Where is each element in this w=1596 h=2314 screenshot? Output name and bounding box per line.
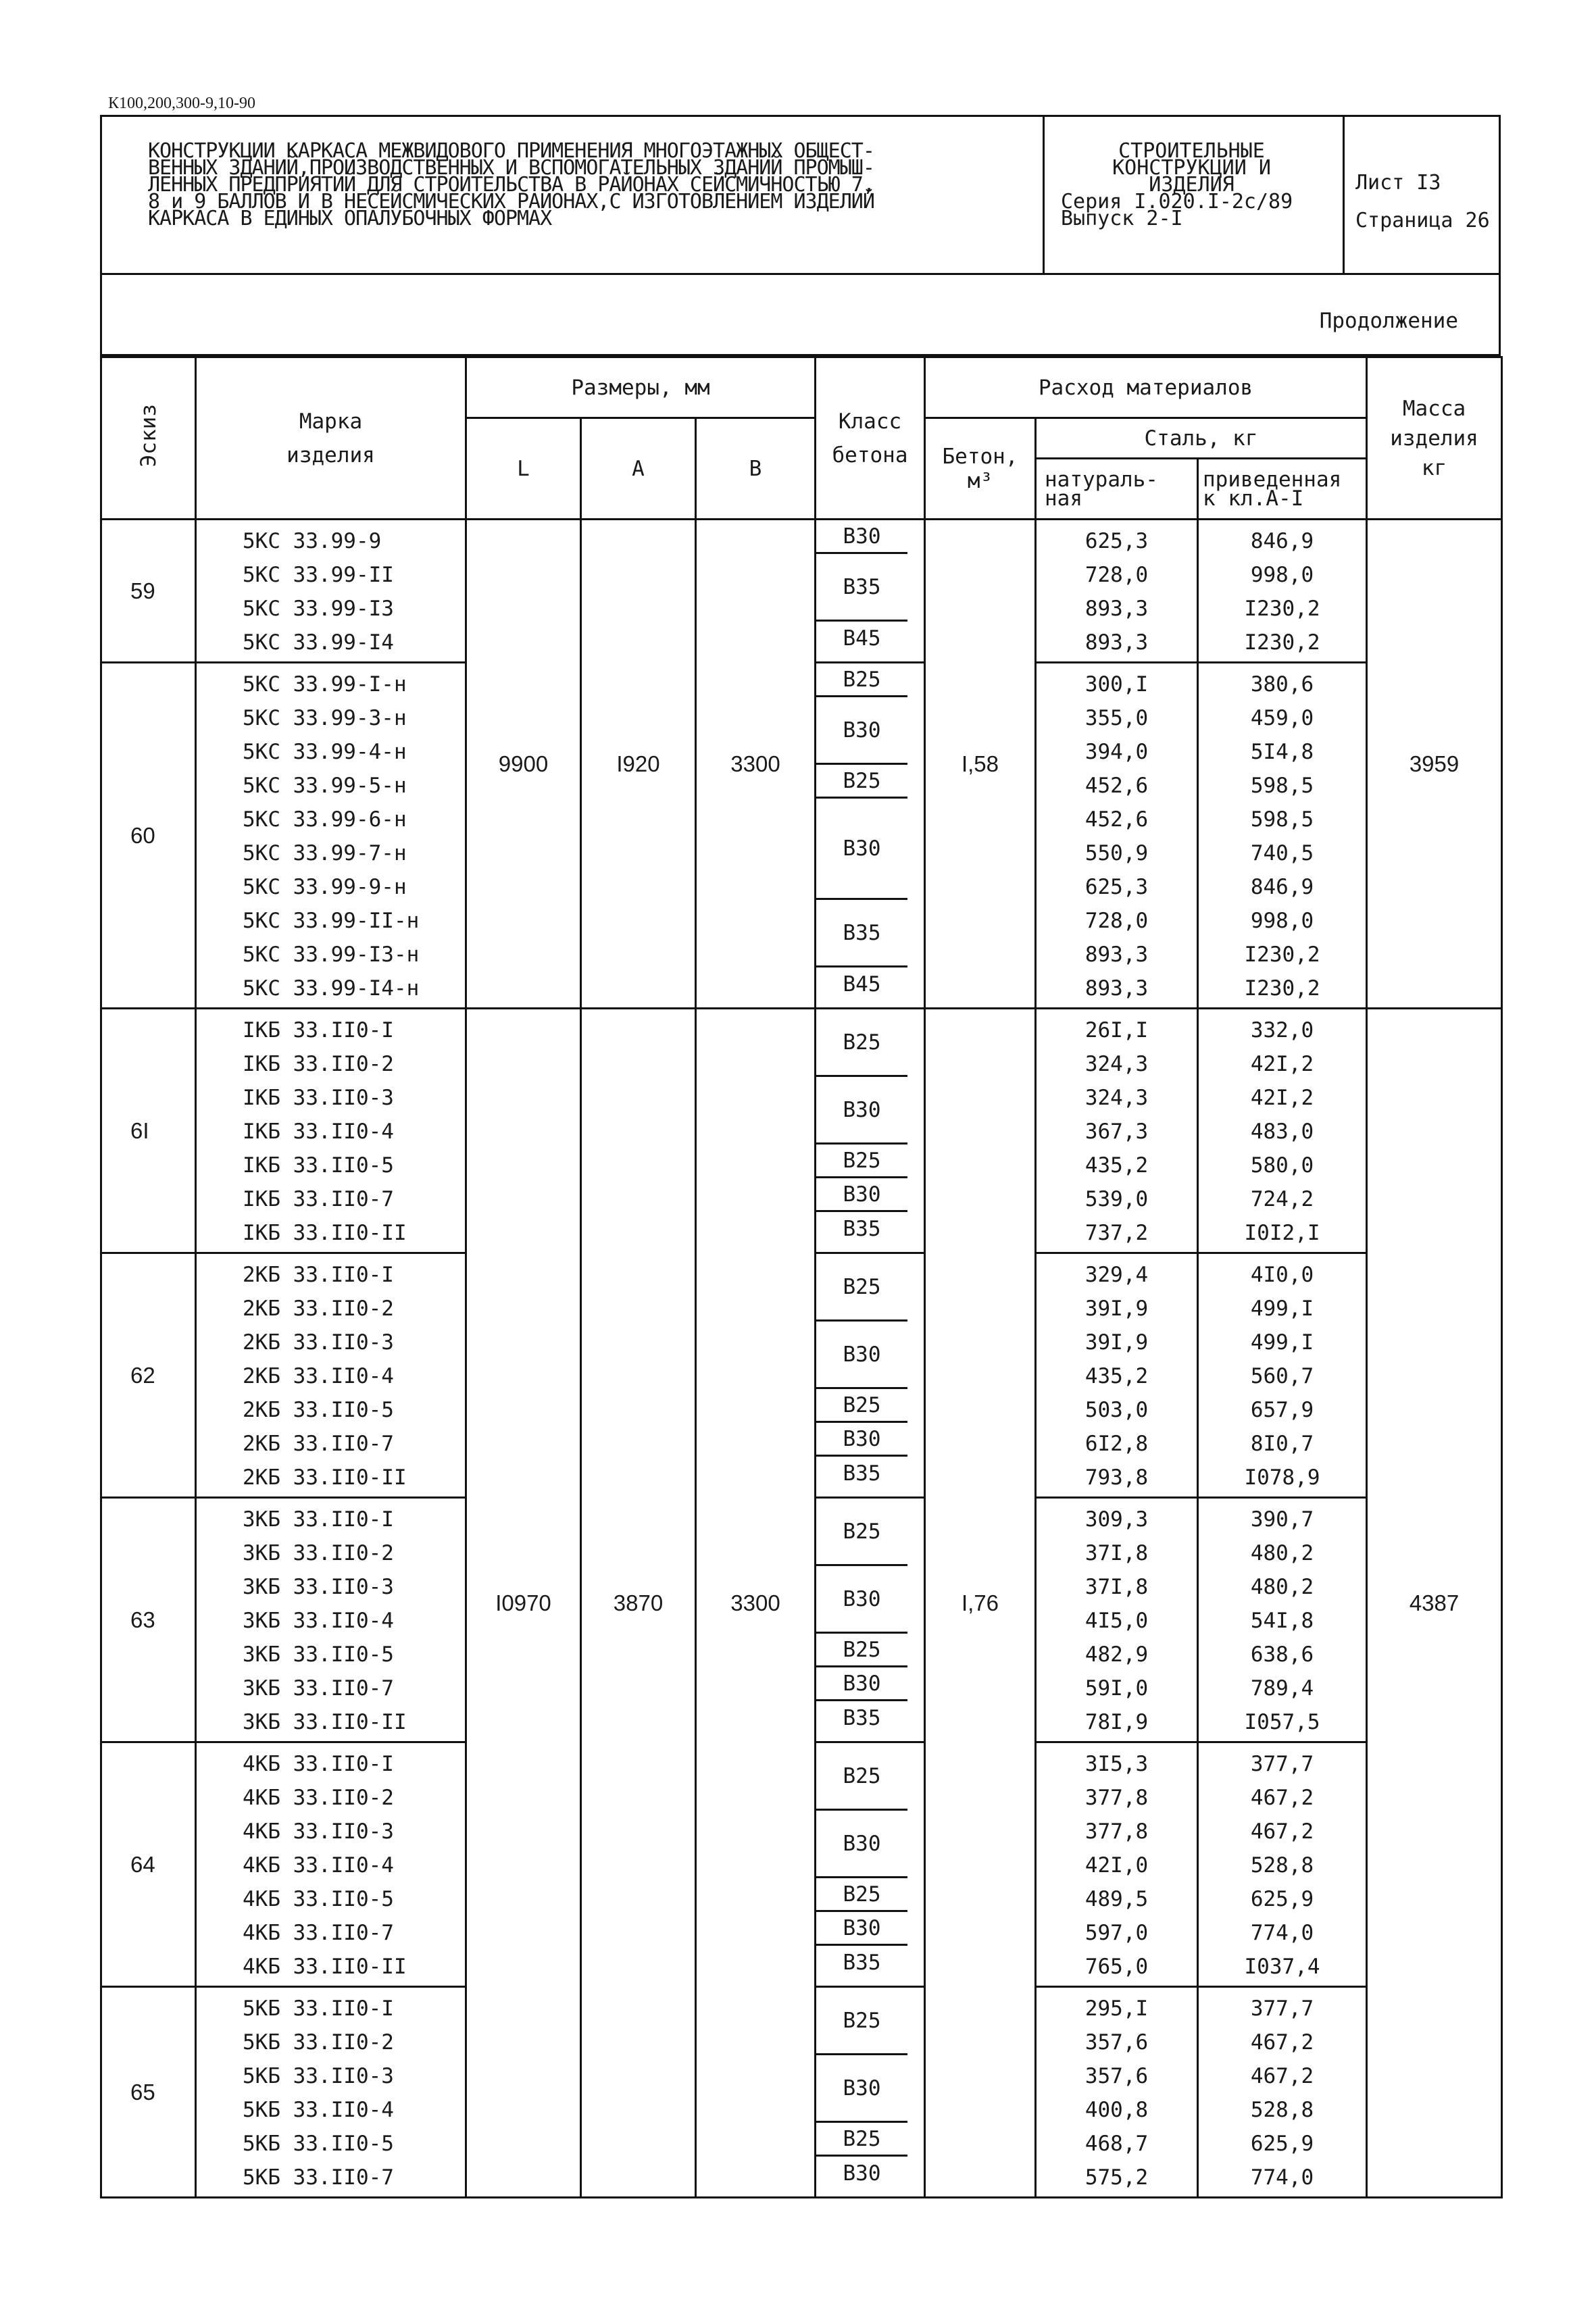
concrete-class-item: В25 [816, 2123, 907, 2157]
document-title: КОНСТРУКЦИИ КАРКАСА МЕЖВИДОВОГО ПРИМЕНЕНИЯ МНОГОЭТАЖНЫХ ОБЩЕСТ- ВЕННЫХ ЗДАНИЙ,ПРОИЗВОДСТВЕННЫХ И ВСПОМОГАТЕЛЬНЫХ ЗДАНИЙ ПРОМЫШ- ЛЕННЫХ ПРЕДПРИЯТИЙ ДЛЯ СТРОИТЕЛЬСТВА В РАЙОНАХ СЕЙСМИЧНОСТЬЮ 7, 8 и 9 БАЛЛОВ И В НЕСЕЙСМИЧЕСКИХ РАЙОНАХ,С ИЗГОТОВЛЕНИЕМ ИЗДЕЛИЙ КАРКАСА В ЕДИНЫХ ОПАЛУБОЧНЫХ ФОРМАХ [102, 117, 1045, 273]
reduced-steel-value: 377,7 [1250, 1996, 1314, 2021]
reduced-steel-value: 528,8 [1250, 2098, 1314, 2122]
reduced-steel-value: I078,9 [1244, 1465, 1320, 1490]
mark-cell [196, 1742, 466, 1987]
natural-steel-value: 377,8 [1084, 1819, 1149, 1844]
col-header-sketch: Эскиз [101, 357, 196, 520]
concrete-class-item: В35 [816, 900, 907, 967]
mark-item: 5КС 33.99-6-н [243, 807, 407, 832]
natural-steel-cell [1036, 1253, 1198, 1498]
reduced-steel-value: 560,7 [1250, 1364, 1314, 1388]
concrete-class-item: В35 [843, 1706, 881, 1730]
concrete-class-item: В25 [816, 1145, 907, 1178]
reduced-steel-value: 480,2 [1250, 1541, 1314, 1565]
size-A-cell: 3870 [581, 1009, 696, 2198]
table-body [101, 520, 1502, 2198]
products-table [100, 356, 1503, 2198]
mark-item: 5КБ 33.II0-7 [243, 2165, 394, 2190]
mark-item: 5КС 33.99-I3 [243, 597, 394, 621]
natural-steel-cell [1036, 520, 1198, 663]
reduced-steel-value: I057,5 [1244, 1710, 1320, 1734]
size-B-cell: 3300 [696, 520, 816, 1009]
concrete-volume-cell: I,58 [925, 520, 1036, 1009]
natural-steel-value: 893,3 [1084, 976, 1149, 1001]
col-header-reduced: приведенная к кл.А-I [1198, 459, 1367, 520]
reduced-steel-value: 459,0 [1250, 706, 1314, 730]
mark-cell [196, 1253, 466, 1498]
concrete-class-item: В30 [816, 1912, 907, 1946]
sheet-block [1345, 117, 1499, 273]
mark-item: 3КБ 33.II0-5 [243, 1642, 394, 1667]
sketch-cell: 65 [101, 1987, 196, 2198]
concrete-class-item: В25 [816, 1254, 907, 1322]
concrete-class-item: В45 [843, 972, 881, 997]
mass-cell: 3959 [1367, 520, 1502, 1009]
reduced-steel-value: 740,5 [1250, 841, 1314, 865]
col-header-B: B [696, 418, 816, 520]
mark-item: 3КБ 33.II0-3 [243, 1575, 394, 1599]
sketch-cell: 59 [101, 520, 196, 663]
mark-item: 4КБ 33.II0-3 [243, 1819, 394, 1844]
mark-item: 2КБ 33.II0-I [243, 1263, 394, 1287]
concrete-class-cell [816, 520, 925, 663]
col-header-concrete-class: Класс бетона [816, 357, 925, 520]
concrete-class-item: В25 [816, 1988, 907, 2055]
mark-item: 5КС 33.99-II [243, 563, 394, 587]
natural-steel-value: 357,6 [1084, 2064, 1149, 2088]
mark-item: 4КБ 33.II0-5 [243, 1887, 394, 1911]
mark-item: IКБ 33.II0-II [243, 1221, 407, 1245]
reduced-steel-value: 483,0 [1250, 1120, 1314, 1144]
natural-steel-value: 39I,9 [1084, 1297, 1149, 1321]
natural-steel-cell [1036, 1498, 1198, 1742]
mark-item: 5КС 33.99-I3-н [243, 942, 420, 967]
concrete-class-item: В30 [816, 1423, 907, 1457]
reduced-steel-value: 467,2 [1250, 2030, 1314, 2055]
concrete-class-item: В45 [843, 626, 881, 651]
mark-item: 5КС 33.99-II-н [243, 909, 420, 933]
mark-item: 5КБ 33.II0-4 [243, 2098, 394, 2122]
concrete-class-item: В30 [816, 1667, 907, 1701]
reduced-steel-value: 390,7 [1250, 1507, 1314, 1532]
natural-steel-value: 489,5 [1084, 1887, 1149, 1911]
reduced-steel-value: 8I0,7 [1250, 1432, 1314, 1456]
col-header-sizes: Размеры, мм [466, 357, 816, 418]
sketch-cell: 63 [101, 1498, 196, 1742]
reduced-steel-value: 42I,2 [1250, 1052, 1314, 1076]
mark-item: 2КБ 33.II0-4 [243, 1364, 394, 1388]
concrete-class-cell [816, 1742, 925, 1987]
mark-cell [196, 1987, 466, 2198]
reduced-steel-value: 774,0 [1250, 1921, 1314, 1945]
col-header-A: A [581, 418, 696, 520]
reduced-steel-value: 625,9 [1250, 2132, 1314, 2156]
reduced-steel-value: 846,9 [1250, 875, 1314, 899]
sketch-cell: 64 [101, 1742, 196, 1987]
natural-steel-value: 550,9 [1084, 841, 1149, 865]
mark-item: 5КБ 33.II0-3 [243, 2064, 394, 2088]
mark-item: 2КБ 33.II0-2 [243, 1297, 394, 1321]
natural-steel-value: 324,3 [1084, 1086, 1149, 1110]
reduced-steel-cell [1198, 663, 1367, 1009]
series-number: Серия I.020.I-2с/89 [1061, 190, 1293, 213]
reduced-steel-value: 528,8 [1250, 1853, 1314, 1878]
reduced-steel-value: 480,2 [1250, 1575, 1314, 1599]
natural-steel-value: 468,7 [1084, 2132, 1149, 2156]
natural-steel-value: 482,9 [1084, 1642, 1149, 1667]
natural-steel-value: 435,2 [1084, 1153, 1149, 1178]
mark-item: 3КБ 33.II0-I [243, 1507, 394, 1532]
natural-steel-value: 329,4 [1084, 1263, 1149, 1287]
concrete-class-item: В25 [816, 1389, 907, 1423]
title-block [100, 115, 1501, 275]
size-L-cell: 9900 [466, 520, 581, 1009]
natural-steel-value: 893,3 [1084, 630, 1149, 655]
reduced-steel-value: 998,0 [1250, 909, 1314, 933]
natural-steel-value: 452,6 [1084, 807, 1149, 832]
mark-item: 5КС 33.99-9-н [243, 875, 407, 899]
mark-item: 4КБ 33.II0-I [243, 1752, 394, 1776]
natural-steel-value: 39I,9 [1084, 1330, 1149, 1355]
table-row [101, 1009, 1502, 1253]
sketch-cell: 62 [101, 1253, 196, 1498]
concrete-class-item: В35 [843, 1217, 881, 1241]
reduced-steel-value: I230,2 [1244, 976, 1320, 1001]
mark-cell [196, 1498, 466, 1742]
col-header-steel: Сталь, кг [1036, 418, 1367, 459]
col-header-mark: Марка изделия [196, 357, 466, 520]
concrete-class-cell [816, 663, 925, 1009]
mark-item: IКБ 33.II0-2 [243, 1052, 394, 1076]
concrete-class-cell [816, 1498, 925, 1742]
reduced-steel-value: 789,4 [1250, 1676, 1314, 1701]
concrete-class-item: В30 [843, 2161, 881, 2186]
reduced-steel-value: 657,9 [1250, 1398, 1314, 1422]
concrete-class-item: В25 [816, 765, 907, 799]
natural-steel-value: 893,3 [1084, 942, 1149, 967]
reduced-steel-cell [1198, 1253, 1367, 1498]
natural-steel-cell [1036, 663, 1198, 1009]
concrete-class-item: В25 [816, 1743, 907, 1811]
mark-item: 5КБ 33.II0-I [243, 1996, 394, 2021]
natural-steel-value: 435,2 [1084, 1364, 1149, 1388]
reduced-steel-value: 998,0 [1250, 563, 1314, 587]
natural-steel-value: 728,0 [1084, 563, 1149, 587]
concrete-class-item: В30 [816, 1566, 907, 1634]
concrete-class-item: В30 [816, 520, 907, 554]
mark-item: 5КС 33.99-4-н [243, 740, 407, 764]
reduced-steel-value: 380,6 [1250, 672, 1314, 697]
mark-item: 2КБ 33.II0-II [243, 1465, 407, 1490]
sheet-number: Лист I3 [1355, 171, 1441, 195]
natural-steel-value: 394,0 [1084, 740, 1149, 764]
mark-item: 3КБ 33.II0-4 [243, 1609, 394, 1633]
natural-steel-value: 26I,I [1084, 1018, 1149, 1042]
reduced-steel-value: I230,2 [1244, 597, 1320, 621]
reduced-steel-value: I230,2 [1244, 630, 1320, 655]
concrete-class-item: В25 [816, 663, 907, 697]
size-L-cell: I0970 [466, 1009, 581, 2198]
natural-steel-value: 355,0 [1084, 706, 1149, 730]
natural-steel-value: 765,0 [1084, 1955, 1149, 1979]
natural-steel-cell [1036, 1742, 1198, 1987]
reduced-steel-value: I037,4 [1244, 1955, 1320, 1979]
concrete-class-item: В30 [816, 697, 907, 765]
issue-number: Выпуск 2-I [1061, 207, 1183, 230]
reduced-steel-cell [1198, 520, 1367, 663]
natural-steel-value: 597,0 [1084, 1921, 1149, 1945]
natural-steel-value: 295,I [1084, 1996, 1149, 2021]
concrete-class-cell [816, 1253, 925, 1498]
concrete-class-item: В35 [816, 554, 907, 622]
natural-steel-value: 309,3 [1084, 1507, 1149, 1532]
table-row [101, 520, 1502, 663]
col-header-L: L [466, 418, 581, 520]
col-header-mass: Масса изделия кг [1367, 357, 1502, 520]
reduced-steel-value: I0I2,I [1244, 1221, 1320, 1245]
reduced-steel-value: 638,6 [1250, 1642, 1314, 1667]
reduced-steel-value: 467,2 [1250, 1786, 1314, 1810]
reduced-steel-value: 499,I [1250, 1297, 1314, 1321]
concrete-class-item: В30 [816, 2055, 907, 2123]
reduced-steel-cell [1198, 1009, 1367, 1253]
continuation-bar [100, 275, 1501, 356]
concrete-class-item: В30 [816, 1178, 907, 1212]
mark-item: 5КС 33.99-3-н [243, 706, 407, 730]
reduced-steel-value: 774,0 [1250, 2165, 1314, 2190]
document-reference: К100,200,300-9,10-90 [108, 95, 255, 112]
natural-steel-value: 452,6 [1084, 774, 1149, 798]
mark-item: 4КБ 33.II0-4 [243, 1853, 394, 1878]
concrete-class-item: В35 [843, 1951, 881, 1975]
mark-item: 2КБ 33.II0-3 [243, 1330, 394, 1355]
mark-item: 5КС 33.99-I4 [243, 630, 394, 655]
mark-item: IКБ 33.II0-5 [243, 1153, 394, 1178]
reduced-steel-value: 580,0 [1250, 1153, 1314, 1178]
reduced-steel-value: 332,0 [1250, 1018, 1314, 1042]
mark-item: 5КБ 33.II0-5 [243, 2132, 394, 2156]
sketch-cell: 60 [101, 663, 196, 1009]
reduced-steel-value: 598,5 [1250, 774, 1314, 798]
mark-cell [196, 663, 466, 1009]
reduced-steel-value: 625,9 [1250, 1887, 1314, 1911]
sketch-cell: 6I [101, 1009, 196, 1253]
reduced-steel-value: 4I0,0 [1250, 1263, 1314, 1287]
reduced-steel-value: 846,9 [1250, 529, 1314, 553]
mark-item: 4КБ 33.II0-2 [243, 1786, 394, 1810]
reduced-steel-value: 467,2 [1250, 2064, 1314, 2088]
mark-item: 2КБ 33.II0-7 [243, 1432, 394, 1456]
mark-item: IКБ 33.II0-I [243, 1018, 394, 1042]
natural-steel-value: 37I,8 [1084, 1541, 1149, 1565]
reduced-steel-value: 5I4,8 [1250, 740, 1314, 764]
concrete-class-item: В25 [816, 1878, 907, 1912]
reduced-steel-cell [1198, 1987, 1367, 2198]
mark-item: 5КБ 33.II0-2 [243, 2030, 394, 2055]
natural-steel-value: 793,8 [1084, 1465, 1149, 1490]
reduced-steel-cell [1198, 1498, 1367, 1742]
size-B-cell: 3300 [696, 1009, 816, 2198]
mark-item: 4КБ 33.II0-II [243, 1955, 407, 1979]
col-header-materials: Расход материалов [925, 357, 1367, 418]
natural-steel-cell [1036, 1987, 1198, 2198]
concrete-class-item: В25 [816, 1499, 907, 1566]
mass-cell: 4387 [1367, 1009, 1502, 2198]
natural-steel-value: 300,I [1084, 672, 1149, 697]
mark-item: 3КБ 33.II0-II [243, 1710, 407, 1734]
natural-steel-value: 728,0 [1084, 909, 1149, 933]
concrete-class-item: В30 [816, 1077, 907, 1145]
natural-steel-value: 377,8 [1084, 1786, 1149, 1810]
concrete-class-item: В30 [816, 1811, 907, 1878]
mark-item: 3КБ 33.II0-2 [243, 1541, 394, 1565]
col-header-concrete: Бетон, м³ [925, 418, 1036, 520]
concrete-class-item: В35 [843, 1461, 881, 1486]
continuation-label: Продолжение [1319, 309, 1458, 333]
natural-steel-value: 324,3 [1084, 1052, 1149, 1076]
natural-steel-value: 6I2,8 [1084, 1432, 1149, 1456]
natural-steel-value: 503,0 [1084, 1398, 1149, 1422]
natural-steel-value: 42I,0 [1084, 1853, 1149, 1878]
reduced-steel-value: 54I,8 [1250, 1609, 1314, 1633]
natural-steel-value: 59I,0 [1084, 1676, 1149, 1701]
natural-steel-value: 893,3 [1084, 597, 1149, 621]
natural-steel-value: 575,2 [1084, 2165, 1149, 2190]
concrete-class-item: В25 [816, 1009, 907, 1077]
mark-item: IКБ 33.II0-3 [243, 1086, 394, 1110]
series-block: СТРОИТЕЛЬНЫЕ КОНСТРУКЦИИ И ИЗДЕЛИЯ Серия I.020.I-2с/89 Выпуск 2-I [1045, 117, 1345, 273]
page-number: Страница 26 [1355, 209, 1490, 232]
natural-steel-value: 625,3 [1084, 529, 1149, 553]
mark-item: IКБ 33.II0-4 [243, 1120, 394, 1144]
mark-item: 5КС 33.99-9 [243, 529, 382, 553]
mark-item: 5КС 33.99-I4-н [243, 976, 420, 1001]
concrete-class-item: В30 [816, 799, 907, 900]
natural-steel-value: 3I5,3 [1084, 1752, 1149, 1776]
reduced-steel-value: 467,2 [1250, 1819, 1314, 1844]
concrete-volume-cell: I,76 [925, 1009, 1036, 2198]
mark-item: IКБ 33.II0-7 [243, 1187, 394, 1211]
mark-item: 5КС 33.99-7-н [243, 841, 407, 865]
natural-steel-value: 737,2 [1084, 1221, 1149, 1245]
mark-item: 5КС 33.99-5-н [243, 774, 407, 798]
natural-steel-value: 357,6 [1084, 2030, 1149, 2055]
size-A-cell: I920 [581, 520, 696, 1009]
col-header-natural: натураль- ная [1036, 459, 1198, 520]
natural-steel-cell [1036, 1009, 1198, 1253]
concrete-class-item: В25 [816, 1634, 907, 1667]
concrete-class-cell [816, 1009, 925, 1253]
mark-cell [196, 1009, 466, 1253]
reduced-steel-cell [1198, 1742, 1367, 1987]
natural-steel-value: 78I,9 [1084, 1710, 1149, 1734]
concrete-class-item: В30 [816, 1322, 907, 1389]
natural-steel-value: 37I,8 [1084, 1575, 1149, 1599]
reduced-steel-value: 724,2 [1250, 1187, 1314, 1211]
reduced-steel-value: I230,2 [1244, 942, 1320, 967]
concrete-class-cell [816, 1987, 925, 2198]
reduced-steel-value: 42I,2 [1250, 1086, 1314, 1110]
reduced-steel-value: 598,5 [1250, 807, 1314, 832]
natural-steel-value: 539,0 [1084, 1187, 1149, 1211]
reduced-steel-value: 377,7 [1250, 1752, 1314, 1776]
natural-steel-value: 4I5,0 [1084, 1609, 1149, 1633]
mark-item: 5КС 33.99-I-н [243, 672, 407, 697]
mark-item: 4КБ 33.II0-7 [243, 1921, 394, 1945]
mark-item: 2КБ 33.II0-5 [243, 1398, 394, 1422]
natural-steel-value: 367,3 [1084, 1120, 1149, 1144]
mark-item: 3КБ 33.II0-7 [243, 1676, 394, 1701]
mark-cell [196, 520, 466, 663]
reduced-steel-value: 499,I [1250, 1330, 1314, 1355]
natural-steel-value: 400,8 [1084, 2098, 1149, 2122]
natural-steel-value: 625,3 [1084, 875, 1149, 899]
